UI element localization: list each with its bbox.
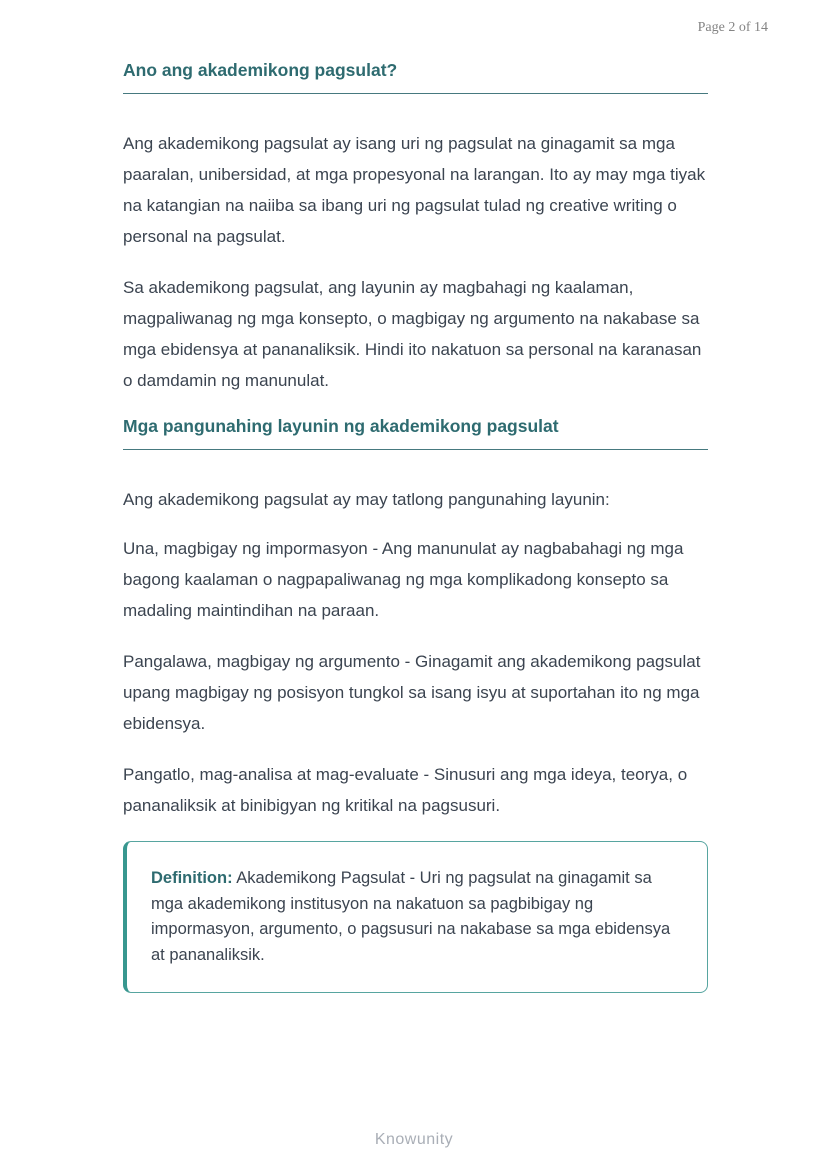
definition-label: Definition: <box>151 869 233 887</box>
paragraph-tatlong-layunin-intro: Ang akademikong pagsulat ay may tatlong pangunahing layunin: <box>123 490 610 509</box>
paragraph-una-impormasyon: Una, magbigay ng impormasyon - Ang manunulat ay nagbabahagi ng mga bagong kaalaman o nagpapaliwanag ng mga komplikadong konsepto sa madaling maintindihan na paraan. <box>123 539 684 620</box>
document-content <box>123 60 708 993</box>
paragraph-pangalawa-argumento: Pangalawa, magbigay ng argumento - Ginagamit ang akademikong pagsulat upang magbigay ng posisyon tungkol sa isang isyu at suportahan ito ng mga ebidensya. <box>123 652 701 733</box>
definition-text <box>151 866 679 968</box>
section-heading-mga-pangunahing-layunin: Mga pangunahing layunin ng akademikong pagsulat <box>123 416 708 450</box>
paragraph-intro-definition: Ang akademikong pagsulat ay isang uri ng pagsulat na ginagamit sa mga paaralan, unibersidad, at mga propesyonal na larangan. Ito ay may mga tiyak na katangian na naiiba sa ibang uri ng pagsulat tulad ng creative writing o personal na pagsulat. <box>123 134 706 246</box>
paragraph-layunin-overview: Sa akademikong pagsulat, ang layunin ay magbahagi ng kaalaman, magpaliwanag ng mga konsepto, o magbigay ng argumento na nakabase sa mga ebidensya at pananaliksik. Hindi ito nakatuon sa personal na karanasan o damdamin ng manunulat. <box>123 278 702 390</box>
page-number: Page 2 of 14 <box>697 20 768 35</box>
definition-body: Akademikong Pagsulat - Uri ng pagsulat na ginagamit sa mga akademikong institusyon na nakatuon sa pagbibigay ng impormasyon, argumento, o pagsusuri na nakabase sa mga ebidensya at pananaliksik. <box>151 869 671 964</box>
definition-callout-box <box>123 841 708 993</box>
paragraph-pangatlo-analisa: Pangatlo, mag-analisa at mag-evaluate - Sinusuri ang mga ideya, teorya, o pananaliksik at binibigyan ng kritikal na pagsusuri. <box>123 765 688 815</box>
footer-brand-knowunity: Knowunity <box>374 1131 454 1148</box>
section-heading-ano-ang-akademikong-pagsulat: Ano ang akademikong pagsulat? <box>123 60 708 94</box>
